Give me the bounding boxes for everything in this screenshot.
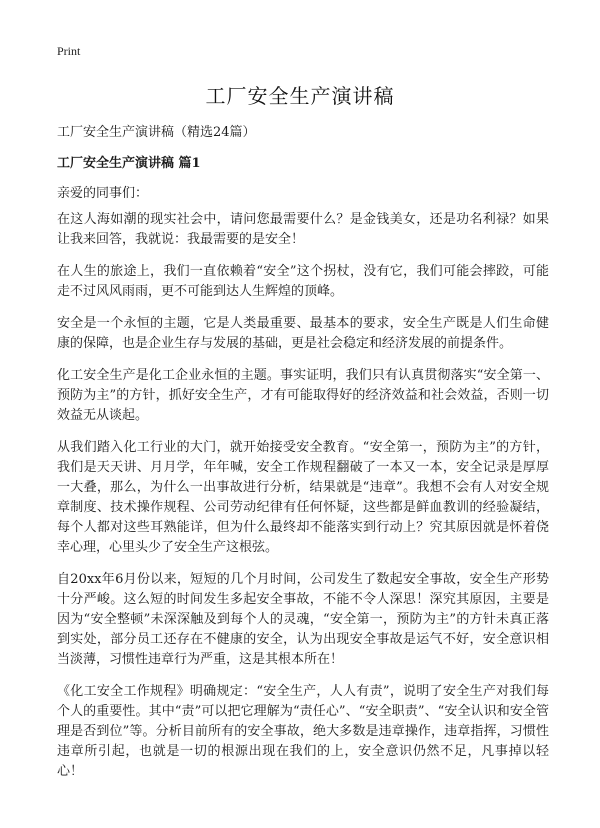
paragraph-2: 在人生的旅途上，我们一直依赖着“安全”这个拐杖，没有它，我们可能会摔跤，可能走不过风风雨雨，更不可能到达人生辉煌的顶峰。 <box>57 264 549 299</box>
section-heading: 工厂安全生产演讲稿 篇1 <box>57 156 201 171</box>
paragraph-7: 《化工安全工作规程》明确规定：“安全生产，人人有责”，说明了安全生产对我们每个人的重要性。其中“责”可以把它理解为“责任心”、“安全职责”、“安全认识和安全管理是否到位”等。分析目前所有的安全事故，绝大多数是违章操作，违章指挥，习惯性违章所引起，也就是一切的根源出现在我们的上，安全意识仍然不足，凡事掉以轻心！ <box>57 684 549 779</box>
speech-body <box>57 210 549 794</box>
paragraph-1: 在这人海如潮的现实社会中，请问您最需要什么？是金钱美女，还是功名利禄？如果让我来回答，我就说：我最需要的是安全！ <box>57 212 549 247</box>
paragraph-4: 化工安全生产是化工企业永恒的主题。事实证明，我们只有认真贯彻落实“安全第一、预防为主”的方针，抓好安全生产，才有可能取得好的经济效益和社会效益，否则一切效益无从谈起。 <box>57 368 549 423</box>
greeting: 亲爱的同事们： <box>57 186 149 201</box>
paragraph-6: 自20xx年6月份以来，短短的几个月时间，公司发生了数起安全事故，安全生产形势十分严峻。这么短的时间发生多起安全事故，不能不令人深思！深究其原因，主要是因为“安全整顿”未深深触及到每个人的灵魂，“安全第一，预防为主”的方针未真正落到实处，部分员工还存在不健康的安全，认为出现安全事故是运气不好，安全意识相当淡薄，习惯性违章行为严重，这是其根本所在！ <box>57 572 549 667</box>
paragraph-3: 安全是一个永恒的主题，它是人类最重要、最基本的要求，安全生产既是人们生命健康的保障，也是企业生存与发展的基础，更是社会稳定和经济发展的前提条件。 <box>57 316 549 351</box>
paragraph-5: 从我们踏入化工行业的大门，就开始接受安全教育。“安全第一，预防为主”的方针，我们是天天讲、月月学，年年喊，安全工作规程翻破了一本又一本，安全记录是厚厚一大叠，那么，为什么一出事故进行分析，结果就是“违章”。我想不会有人对安全规章制度、技术操作规程、公司劳动纪律有任何怀疑，这些都是鲜血教训的经验凝结，每个人都对这些耳熟能详，但为什么最终却不能落实到行动上？究其原因就是怀着侥幸心理，心里头少了安全生产这根弦。 <box>57 440 549 555</box>
document-title: 工厂安全生产演讲稿 <box>205 84 395 108</box>
print-link[interactable]: Print <box>57 44 81 58</box>
document-subtitle: 工厂安全生产演讲稿（精选24篇） <box>57 125 256 140</box>
